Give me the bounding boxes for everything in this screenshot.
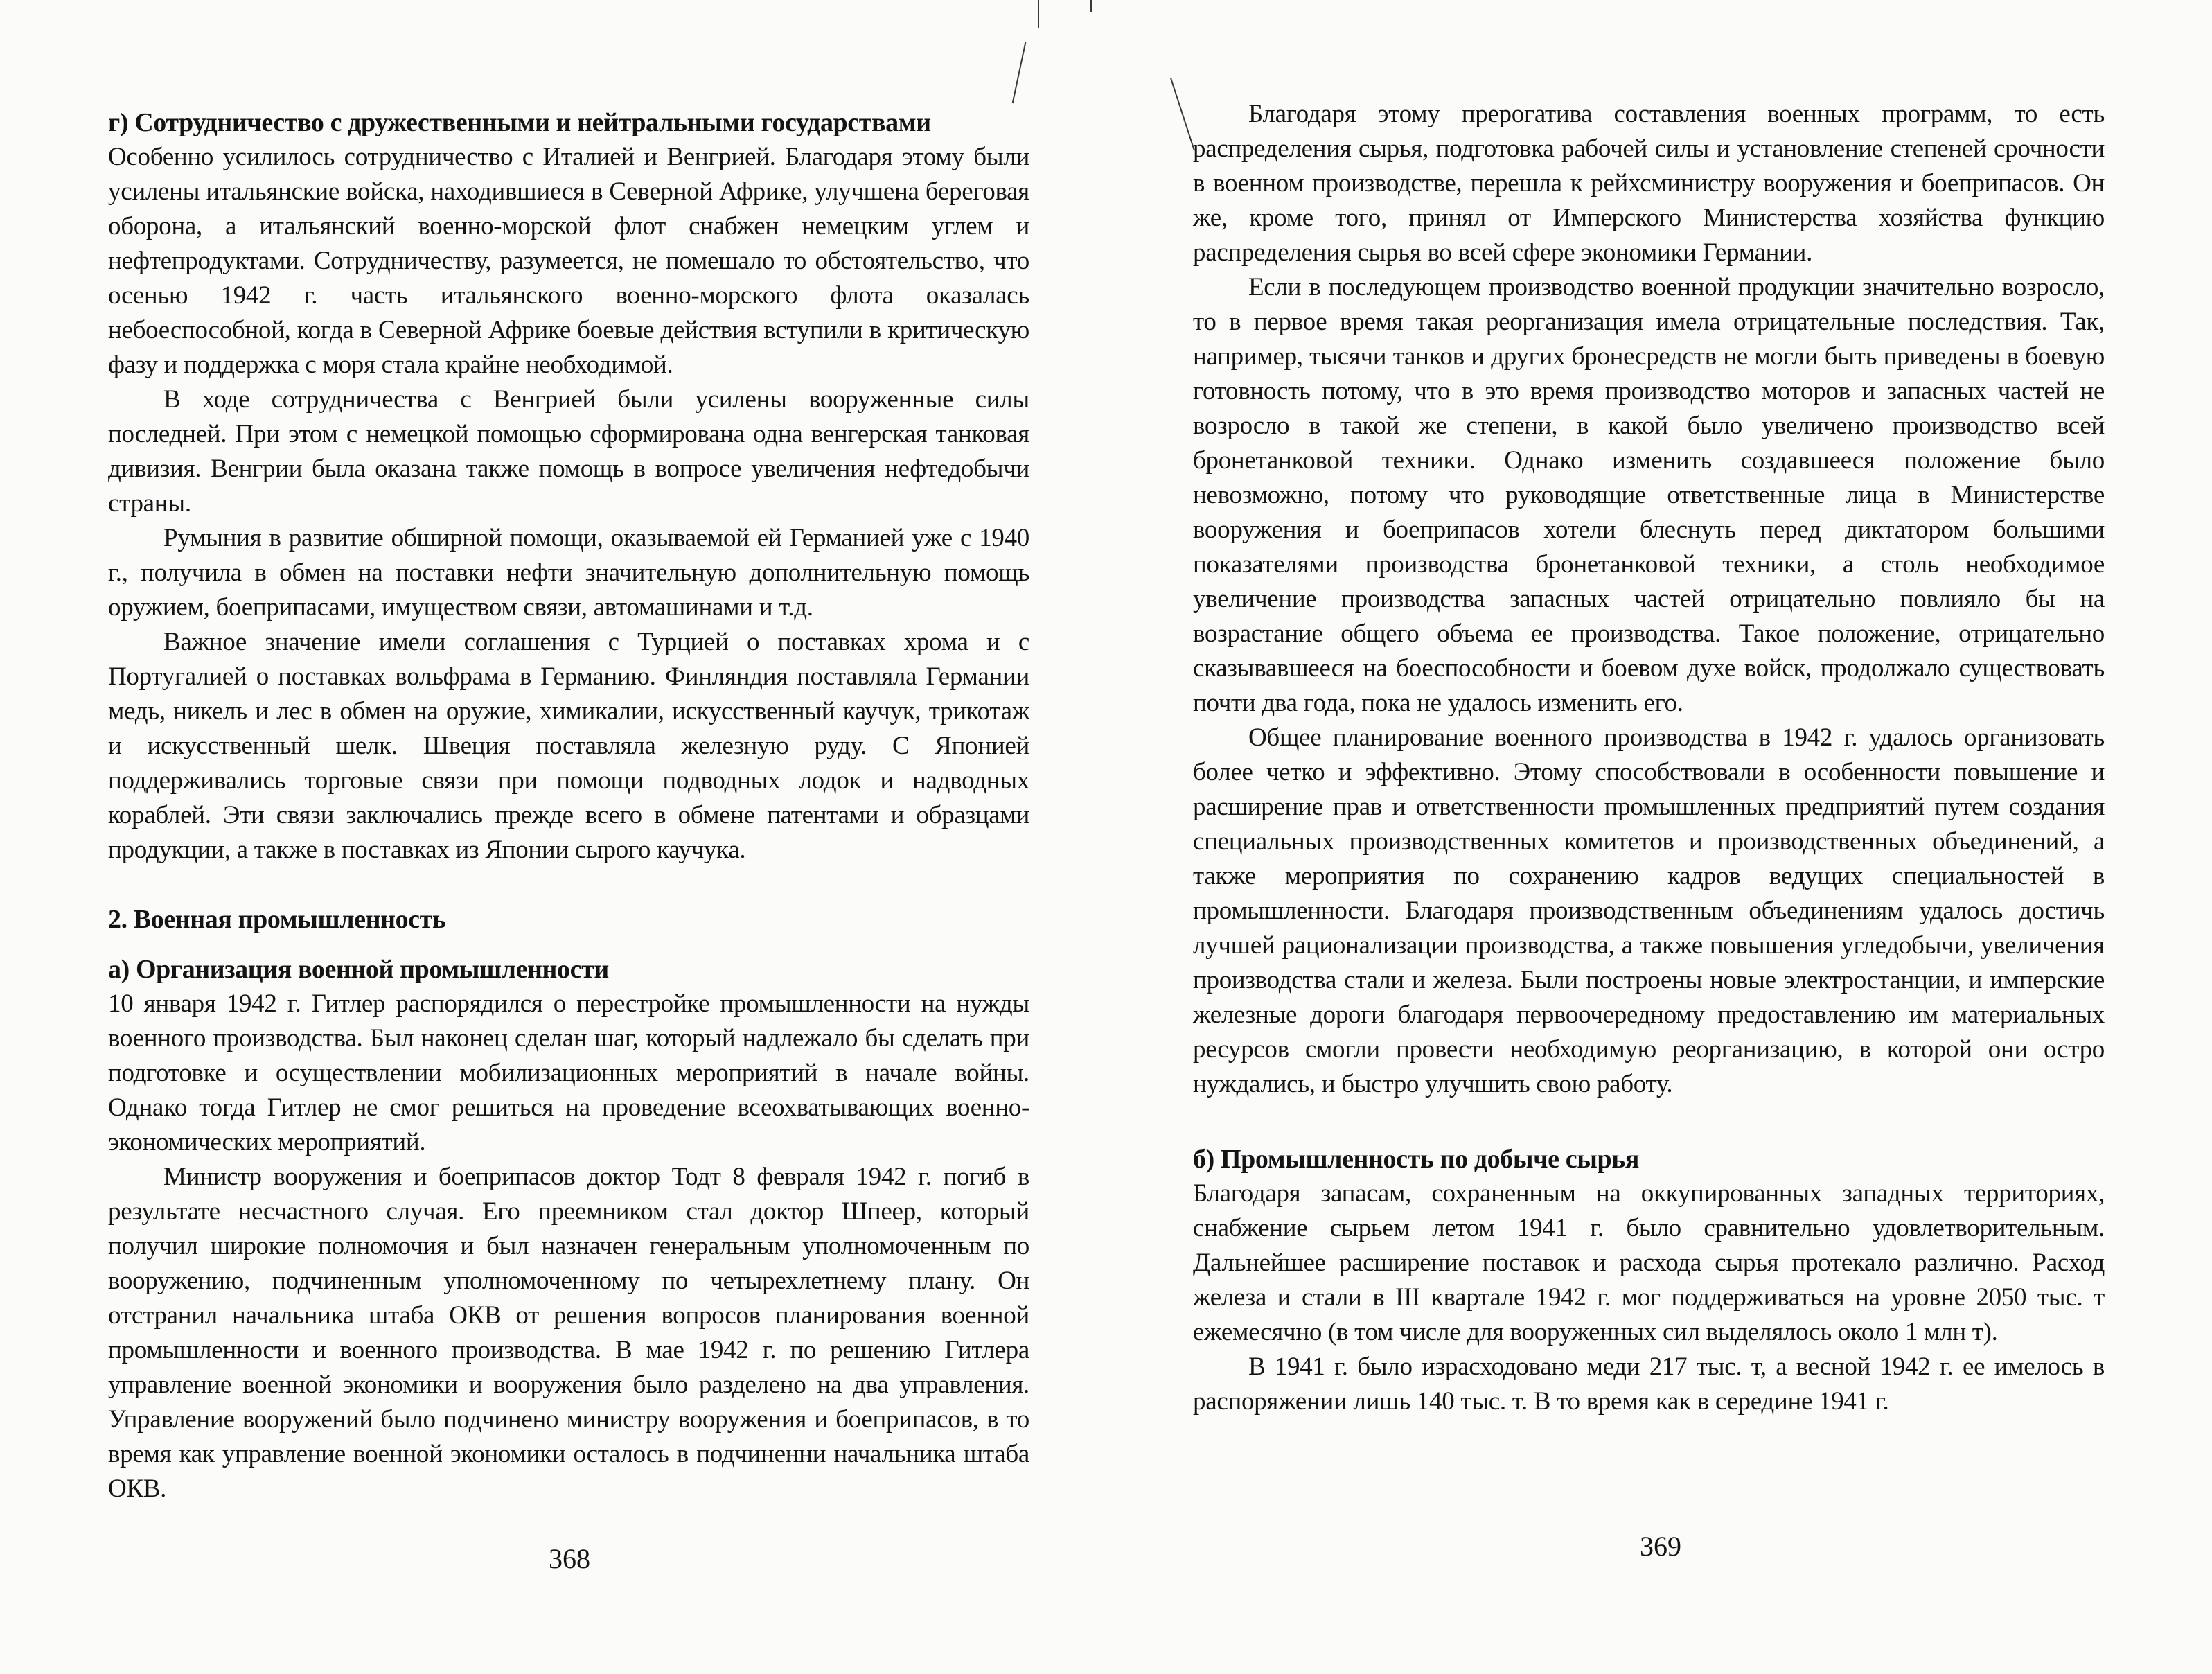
- heading-organization: а) Организация военной промышленности: [108, 955, 609, 984]
- gutter-mark-top: [1038, 0, 1039, 28]
- paragraph: В ходе сотрудничества с Венгрией были усилены вооруженные силы последней. При этом с немецкой помощью сформирована одна венгерская танковая дивизия. Венгрии была оказана также помощь в вопросе увеличения нефтедобычи страны.: [108, 385, 1029, 518]
- heading-cooperation: г) Сотрудничество с дружественными и нейтральными государствами: [108, 108, 931, 137]
- paragraph: Благодаря этому прерогатива составления военных программ, то есть распределения сырья, подготовка рабочей силы и установление степеней срочности в военном производстве, перешла к рейхсминистру вооружения и боеприпасов. Он же, кроме того, принял от Имперского Министерства хозяйства функцию распределения сырья во всей сфере экономики Германии.: [1193, 100, 2105, 267]
- heading-military-industry: 2. Военная промышленность: [108, 905, 446, 934]
- paragraph: Министр вооружения и боеприпасов доктор Тодт 8 февраля 1942 г. погиб в результате несчастного случая. Его преемником стал доктор Шпеер, который получил широкие полномочия и был назначен генеральным уполномоченным по вооружению, подчиненным уполномоченному по четырехлетнему плану. Он отстранил начальника штаба ОКВ от решения вопросов планирования военной промышленности и военного производства. В мае 1942 г. по решению Гитлера управление военной экономики и вооружения было разделено на два управления. Управление вооружений было подчинено министру вооружения и боеприпасов, в то время как управление военной экономики осталось в подчиненни начальника штаба ОКВ.: [108, 1163, 1029, 1503]
- gutter-mark-top-2: [1090, 0, 1092, 12]
- page-number-left: 368: [549, 1543, 590, 1574]
- paragraph: 10 января 1942 г. Гитлер распорядился о перестройке промышленности на нужды военного производства. Был наконец сделан шаг, который надлежало бы сделать при подготовке и осуществлении мобилизационных мероприятий в начале войны. Однако тогда Гитлер не смог решиться на проведение всеохватывающих военно-экономических мероприятий.: [108, 989, 1029, 1156]
- paragraph: Благодаря запасам, сохраненным на оккупированных западных территориях, снабжение сырьем летом 1941 г. было сравнительно удовлетворительным. Дальнейшее расширение поставок и расхода сырья протекало различно. Расход железа и стали в III квартале 1942 г. мог поддерживаться на уровне 2050 тыс. т ежемесячно (в том числе для вооруженных сил выделялось около 1 млн т).: [1193, 1179, 2105, 1346]
- paragraph: Если в последующем производство военной продукции значительно возросло, то в первое время такая реорганизация имела отрицательные последствия. Так, например, тысячи танков и других бронесредств не могли быть приведены в боевую готовность потому, что в это время производство моторов и запасных частей не возросло в такой же степени, в какой было увеличено производство всей бронетанковой техники. Однако изменить создавшееся положение было невозможно, потому что руководящие ответственные лица в Министерстве вооружения и боеприпасов хотели блеснуть перед диктатором большими показателями производства бронетанковой техники, а столь необходимое увеличение производства запасных частей отрицательно повлияло бы на возрастание общего объема ее производства. Такое положение, отрицательно сказывавшееся на боеспособности и боевом духе войск, продолжало существовать почти два года, пока не удалось изменить его.: [1193, 273, 2105, 717]
- paragraph: Важное значение имели соглашения с Турцией о поставках хрома и с Португалией о поставках вольфрама в Германию. Финляндия поставляла Германии медь, никель и лес в обмен на оружие, химикалии, искусственный каучук, трикотаж и искусственный шелк. Швеция поставляла железную руду. С Японией поддерживались торговые связи при помощи подводных лодок и надводных кораблей. Эти связи заключались прежде всего в обмене патентами и образцами продукции, а также в поставках из Японии сырого каучука.: [108, 628, 1029, 864]
- page-number-right: 369: [1640, 1531, 1681, 1562]
- paragraph: В 1941 г. было израсходовано меди 217 тыс. т, а весной 1942 г. ее имелось в распоряжении лишь 140 тыс. т. В то время как в середине 1941 г.: [1193, 1353, 2105, 1416]
- paragraph: Румыния в развитие обширной помощи, оказываемой ей Германией уже с 1940 г., получила в обмен на поставки нефти значительную дополнительную помощь оружием, боеприпасами, имуществом связи, автомашинами и т.д.: [108, 524, 1029, 622]
- heading-raw-materials: б) Промышленность по добыче сырья: [1193, 1145, 1640, 1174]
- paragraph: Особенно усилилось сотрудничество с Италией и Венгрией. Благодаря этому были усилены итальянские войска, находившиеся в Северной Африке, улучшена береговая оборона, а итальянский военно-морской флот снабжен немецким углем и нефтепродуктами. Сотрудничеству, разумеется, не помешало то обстоятельство, что осенью 1942 г. часть итальянского военно-морского флота оказалась небоеспособной, когда в Северной Африке боевые действия вступили в критическую фазу и поддержка с моря стала крайне необходимой.: [108, 143, 1029, 379]
- paragraph: Общее планирование военного производства в 1942 г. удалось организовать более четко и эффективно. Этому способствовали в особенности повышение и расширение прав и ответственности промышленных предприятий путем создания специальных производственных комитетов и производственных объединений, а также мероприятия по сохранению кадров ведущих специальностей в промышленности. Благодаря производственным объединениям удалось достичь лучшей рационализации производства, а также повышения угледобычи, увеличения производства стали и железа. Были построены новые электростанции, и имперские железные дороги благодаря первоочередному предоставлению им материальных ресурсов смогли провести необходимую реорганизацию, в которой они остро нуждались, и быстро улучшить свою работу.: [1193, 723, 2105, 1098]
- right-page: [1193, 97, 2105, 1419]
- left-page: [108, 105, 1029, 1506]
